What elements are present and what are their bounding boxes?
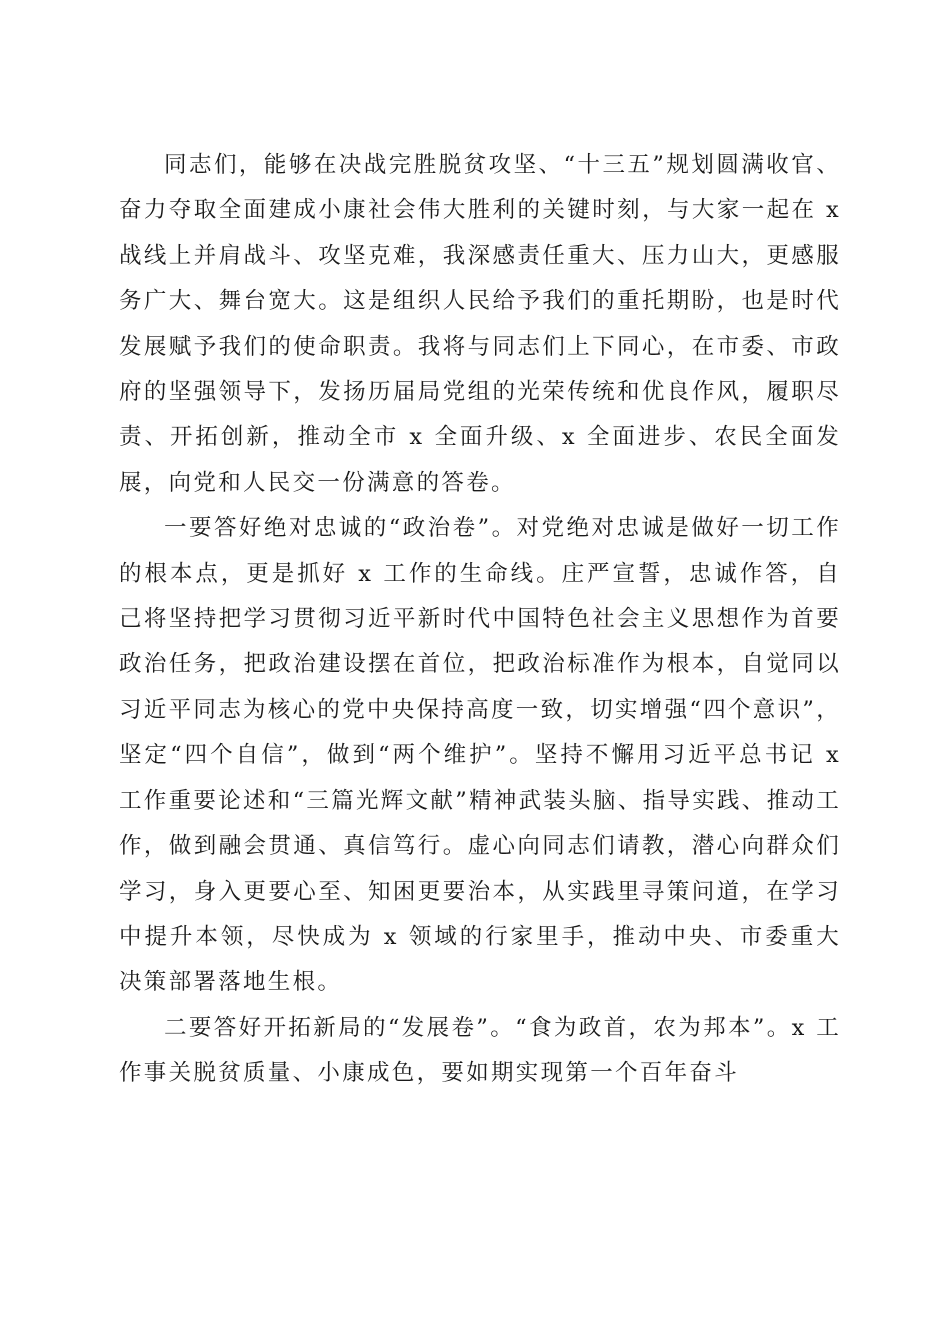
- paragraph-development-exam: 二要答好开拓新局的“发展卷”。“食为政首，农为邦本”。x 工作事关脱贫质量、小康成色，要如期实现第一个百年奋斗: [119, 1014, 841, 1087]
- paragraph-opening: 同志们，能够在决战完胜脱贫攻坚、“十三五”规划圆满收官、奋力夺取全面建成小康社会伟大胜利的关键时刻，与大家一起在 x 战线上并肩战斗、攻坚克难，我深感责任重大、压力山大，更感服务广大、舞台宽大。这是组织人民给予我们的重托期盼，也是时代发展赋予我们的使命职责。我将与同志们上下同心，在市委、市政府的坚强领导下，发扬历届局党组的光荣传统和优良作风，履职尽责、开拓创新，推动全市 x 全面升级、x 全面进步、农民全面发展，向党和人民交一份满意的答卷。: [119, 152, 841, 496]
- paragraph-political-exam: 一要答好绝对忠诚的“政治卷”。对党绝对忠诚是做好一切工作的根本点，更是抓好 x 工作的生命线。庄严宣誓，忠诚作答，自己将坚持把学习贯彻习近平新时代中国特色社会主义思想作为首要政治任务，把政治建设摆在首位，把政治标准作为根本，自觉同以习近平同志为核心的党中央保持高度一致，切实增强“四个意识”，坚定“四个自信”，做到“两个维护”。坚持不懈用习近平总书记 x 工作重要论述和“三篇光辉文献”精神武装头脑、指导实践、推动工作，做到融会贯通、真信笃行。虚心向同志们请教，潜心向群众们学习，身入更要心至、知困更要治本，从实践里寻策问道，在学习中提升本领，尽快成为 x 领域的行家里手，推动中央、市委重大决策部署落地生根。: [119, 515, 842, 996]
- document-body: [119, 143, 841, 1097]
